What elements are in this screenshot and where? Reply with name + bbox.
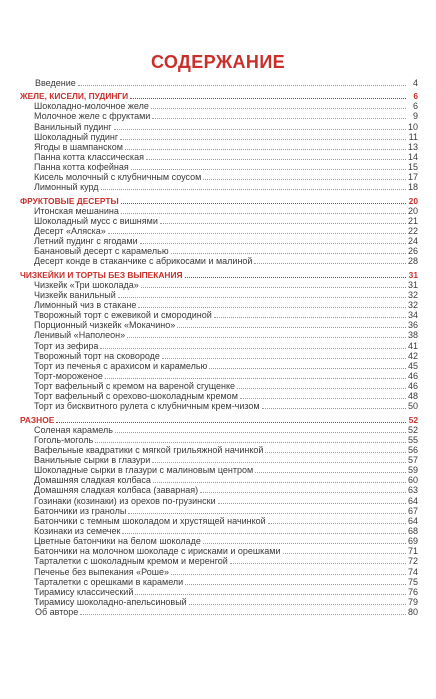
dot-leader: [120, 132, 406, 140]
toc-entry[interactable]: [20, 361, 418, 371]
toc-entry-label: Банановый десерт с карамелью: [34, 246, 169, 257]
toc-entry[interactable]: [20, 280, 418, 290]
toc-page-number: 52: [408, 414, 418, 425]
toc-page-number: 46: [407, 381, 418, 392]
dot-leader: [135, 587, 406, 595]
toc-entry-label: Соленая карамель: [34, 424, 113, 435]
toc-page-number: 69: [407, 536, 418, 547]
toc-page-number: 42: [407, 350, 418, 361]
toc-entry[interactable]: [20, 351, 418, 361]
dot-leader: [265, 445, 406, 453]
toc-entry[interactable]: [20, 206, 418, 216]
toc-entry-label: Домашняя сладкая колбаса (заварная): [34, 485, 199, 496]
toc-entry[interactable]: [20, 496, 418, 506]
dot-leader: [108, 226, 406, 234]
toc-entry-label: Чизкейк «Три шоколада»: [34, 279, 139, 290]
toc-entry[interactable]: [20, 132, 418, 142]
toc-page-number: 36: [407, 320, 418, 331]
dot-leader: [118, 290, 406, 298]
dot-leader: [152, 111, 406, 119]
dot-leader: [138, 300, 406, 308]
toc-page-number: 56: [407, 444, 418, 455]
toc-entry-label: Панна котта кофейная: [34, 162, 129, 173]
toc-entry-label: Ленивый «Наполеон»: [34, 330, 126, 341]
toc-entry[interactable]: [20, 391, 418, 401]
toc-entry-label: Торт-мороженое: [34, 370, 103, 381]
toc-entry-label: Об авторе: [35, 607, 79, 618]
dot-leader: [177, 320, 406, 328]
toc-entry[interactable]: [20, 381, 418, 391]
toc-page-number: 32: [407, 299, 418, 310]
toc-entry-label: Вафельные квадратики с мягкой грильяжной начинкой: [34, 444, 264, 455]
toc-page-number: 55: [407, 434, 418, 445]
toc-page-number: 60: [407, 475, 418, 486]
toc-entry[interactable]: [20, 162, 418, 172]
dot-leader: [146, 152, 406, 160]
toc-entry-label: Творожный торт на сковороде: [34, 350, 160, 361]
dot-leader: [115, 425, 406, 433]
toc-entry-label: Тарталетки с орешками в карамели: [34, 576, 184, 587]
dot-leader: [283, 546, 406, 554]
toc-entry[interactable]: [20, 371, 418, 381]
toc-entry[interactable]: [20, 142, 418, 152]
toc-page-number: 6: [412, 101, 418, 112]
table-of-contents: [20, 78, 418, 617]
dot-leader: [268, 516, 406, 524]
toc-entry[interactable]: [20, 300, 418, 310]
dot-leader: [130, 91, 406, 99]
toc-entry-label: Батончики с темным шоколадом и хрустящей начинкой: [34, 515, 266, 526]
toc-entry[interactable]: [20, 577, 418, 587]
toc-entry[interactable]: [20, 172, 418, 182]
toc-page-number: 15: [407, 162, 418, 173]
toc-entry-label: Торт вафельный с кремом на вареной сгущенке: [34, 381, 236, 392]
toc-page-number: 75: [407, 576, 418, 587]
toc-entry-label: Итонская мешанина: [34, 205, 119, 216]
dot-leader: [185, 577, 406, 585]
toc-entry[interactable]: [20, 455, 418, 465]
toc-entry[interactable]: [20, 475, 418, 485]
toc-page-number: 64: [407, 515, 418, 526]
toc-entry-label: Торт из печенья с арахисом и карамелью: [34, 360, 208, 371]
dot-leader: [171, 246, 406, 254]
toc-entry[interactable]: [20, 256, 418, 266]
toc-entry[interactable]: [20, 435, 418, 445]
dot-leader: [203, 172, 406, 180]
dot-leader: [189, 597, 406, 605]
toc-page-number: 24: [407, 236, 418, 247]
toc-entry[interactable]: [20, 320, 418, 330]
dot-leader: [128, 506, 406, 514]
dot-leader: [125, 142, 406, 150]
toc-page-number: 31: [408, 269, 418, 280]
toc-entry-label: Шоколадные сырки в глазури с малиновым центром: [34, 465, 254, 476]
dot-leader: [122, 526, 406, 534]
dot-leader: [203, 536, 406, 544]
toc-entry-label: Шоколадно-молочное желе: [34, 101, 149, 112]
toc-page-number: 63: [407, 485, 418, 496]
dot-leader: [153, 475, 406, 483]
toc-page-number: 76: [407, 586, 418, 597]
toc-section-heading[interactable]: [20, 91, 418, 101]
toc-entry-label: Торт вафельный с орехово-шоколадным кремом: [34, 391, 238, 402]
toc-page-number: 38: [407, 330, 418, 341]
toc-page-number: 4: [412, 78, 418, 88]
toc-entry[interactable]: [20, 425, 418, 435]
toc-entry-label: Батончики из гранолы: [34, 505, 127, 516]
toc-entry-label: ЖЕЛЕ, КИСЕЛИ, ПУДИНГИ: [20, 91, 129, 102]
toc-entry-label: РАЗНОЕ: [20, 414, 55, 425]
toc-page-number: 22: [407, 225, 418, 236]
toc-page-number: 13: [407, 141, 418, 152]
dot-leader: [218, 496, 406, 504]
toc-entry-label: Ванильный пудинг: [34, 121, 112, 132]
dot-leader: [140, 236, 406, 244]
toc-entry-label: Торт из зефира: [34, 340, 99, 351]
toc-page-number: 57: [407, 455, 418, 466]
toc-page-number: 18: [407, 182, 418, 193]
toc-page-number: 64: [407, 495, 418, 506]
dot-leader: [214, 310, 406, 318]
dot-leader: [209, 361, 406, 369]
dot-leader: [230, 556, 406, 564]
dot-leader: [151, 101, 406, 109]
toc-entry[interactable]: [20, 216, 418, 226]
dot-leader: [101, 182, 406, 190]
dot-leader: [114, 122, 406, 130]
toc-page-number: 17: [407, 172, 418, 183]
dot-leader: [262, 401, 406, 409]
toc-entry[interactable]: [20, 310, 418, 320]
toc-entry-label: Шоколадный мусс с вишнями: [34, 215, 158, 226]
toc-page-number: 31: [407, 279, 418, 290]
toc-entry-label: Десерт конде в стаканчике с абрикосами и малиной: [34, 256, 253, 267]
toc-entry[interactable]: [20, 587, 418, 597]
dot-leader: [200, 485, 406, 493]
toc-page-number: 10: [407, 121, 418, 132]
toc-section-heading[interactable]: [20, 196, 418, 206]
toc-entry[interactable]: [20, 226, 418, 236]
toc-entry[interactable]: [20, 516, 418, 526]
toc-page-number: 32: [407, 289, 418, 300]
toc-entry-label: Батончики на молочном шоколаде с ирисками и орешками: [34, 546, 281, 557]
toc-entry[interactable]: [20, 152, 418, 162]
toc-page-number: 20: [407, 205, 418, 216]
dot-leader: [162, 351, 406, 359]
dot-leader: [171, 567, 406, 575]
toc-page-number: 72: [407, 556, 418, 567]
toc-page-number: 50: [407, 401, 418, 412]
toc-page-number: 21: [407, 215, 418, 226]
toc-section-heading[interactable]: [20, 415, 418, 425]
toc-entry[interactable]: [20, 246, 418, 256]
toc-entry-label: Шоколадный пудинг: [34, 131, 119, 142]
toc-entry-label: Молочное желе с фруктами: [34, 111, 151, 122]
toc-entry-label: Цветные батончики на белом шоколаде: [34, 536, 201, 547]
toc-entry-label: Порционный чизкейк «Мокачино»: [34, 320, 176, 331]
toc-entry[interactable]: [20, 556, 418, 566]
toc-page-number: 11: [408, 131, 418, 142]
toc-entry-label: Кисель молочный с клубничным соусом: [34, 172, 202, 183]
toc-page-number: 48: [407, 391, 418, 402]
toc-entry-label: Гоголь-моголь: [34, 434, 94, 445]
toc-entry[interactable]: [20, 597, 418, 607]
toc-entry[interactable]: [20, 465, 418, 475]
dot-leader: [80, 607, 406, 615]
toc-entry-label: Творожный торт с ежевикой и смородиной: [34, 310, 212, 321]
toc-entry-label: Ягоды в шампанском: [34, 141, 123, 152]
toc-page-number: 67: [407, 505, 418, 516]
dot-leader: [56, 415, 406, 423]
toc-page-number: 45: [407, 360, 418, 371]
toc-entry[interactable]: [20, 182, 418, 192]
toc-entry[interactable]: [20, 122, 418, 132]
dot-leader: [95, 435, 406, 443]
toc-entry-label: Печенье без выпекания «Роше»: [34, 566, 170, 577]
toc-entry[interactable]: [20, 485, 418, 495]
toc-entry-label: Летний пудинг с ягодами: [34, 236, 138, 247]
toc-page-number: 14: [407, 151, 418, 162]
toc-entry[interactable]: [20, 111, 418, 121]
toc-entry-label: Тарталетки с шоколадным кремом и меренгой: [34, 556, 228, 567]
toc-page-number: 74: [407, 566, 418, 577]
toc-page-number: 52: [407, 424, 418, 435]
page-title: СОДЕРЖАНИЕ: [150, 52, 286, 72]
toc-entry[interactable]: [20, 341, 418, 351]
toc-entry-label: Козинаки из семечек: [34, 526, 121, 537]
dot-leader: [255, 465, 406, 473]
toc-entry[interactable]: [20, 445, 418, 455]
toc-entry-label: Гозинаки (козинаки) из орехов по-грузински: [34, 495, 216, 506]
dot-leader: [131, 162, 406, 170]
toc-entry[interactable]: [20, 607, 418, 617]
toc-page-number: 28: [407, 256, 418, 267]
toc-entry-label: Чизкейк ванильный: [34, 289, 116, 300]
toc-entry-label: Панна котта классическая: [34, 151, 144, 162]
toc-page-number: 9: [412, 111, 418, 122]
dot-leader: [160, 216, 406, 224]
toc-entry-label: Тирамису классический: [34, 586, 134, 597]
toc-entry-label: Ванильные сырки в глазури: [34, 455, 151, 466]
toc-page-number: 34: [407, 310, 418, 321]
dot-leader: [121, 206, 406, 214]
toc-entry-label: ФРУКТОВЫЕ ДЕСЕРТЫ: [20, 195, 119, 206]
toc-page-number: 68: [407, 526, 418, 537]
toc-entry-label: Торт из бисквитного рулета с клубничным крем-чизом: [34, 401, 260, 412]
toc-page-number: 59: [407, 465, 418, 476]
toc-page-number: 6: [413, 91, 418, 102]
toc-page-number: 41: [407, 340, 418, 351]
toc-page-number: 26: [407, 246, 418, 257]
toc-page-number: 46: [407, 370, 418, 381]
toc-page-number: 79: [407, 597, 418, 608]
toc-entry-label: Введение: [35, 78, 76, 88]
toc-entry-label: Тирамису шоколадно-апельсиновый: [34, 597, 187, 608]
toc-entry[interactable]: [20, 536, 418, 546]
toc-entry-label: Лимонный курд: [34, 182, 99, 193]
dot-leader: [121, 196, 406, 204]
toc-entry[interactable]: [20, 330, 418, 340]
toc-entry-label: ЧИЗКЕЙКИ И ТОРТЫ БЕЗ ВЫПЕКАНИЯ: [20, 269, 183, 280]
toc-section-heading[interactable]: [20, 270, 418, 280]
toc-entry[interactable]: [20, 290, 418, 300]
dot-leader: [152, 455, 406, 463]
toc-entry[interactable]: [20, 101, 418, 111]
dot-leader: [141, 280, 406, 288]
dot-leader: [185, 270, 407, 278]
toc-entry[interactable]: [20, 546, 418, 556]
toc-page-number: 71: [407, 546, 418, 557]
toc-entry-label: Домашняя сладкая колбаса: [34, 475, 151, 486]
toc-entry[interactable]: [20, 506, 418, 516]
dot-leader: [105, 371, 406, 379]
dot-leader: [237, 381, 406, 389]
dot-leader: [127, 330, 406, 338]
toc-page-number: 80: [407, 607, 418, 618]
dot-leader: [78, 78, 406, 86]
toc-entry-label: Лимонный чиз в стакане: [34, 299, 137, 310]
toc-entry[interactable]: [20, 236, 418, 246]
toc-entry[interactable]: [20, 567, 418, 577]
toc-page-number: 20: [408, 195, 418, 206]
dot-leader: [240, 391, 406, 399]
dot-leader: [100, 341, 406, 349]
dot-leader: [254, 256, 406, 264]
toc-entry[interactable]: [20, 78, 418, 88]
toc-entry-label: Десерт «Аляска»: [34, 225, 106, 236]
toc-entry[interactable]: [20, 401, 418, 411]
toc-entry[interactable]: [20, 526, 418, 536]
